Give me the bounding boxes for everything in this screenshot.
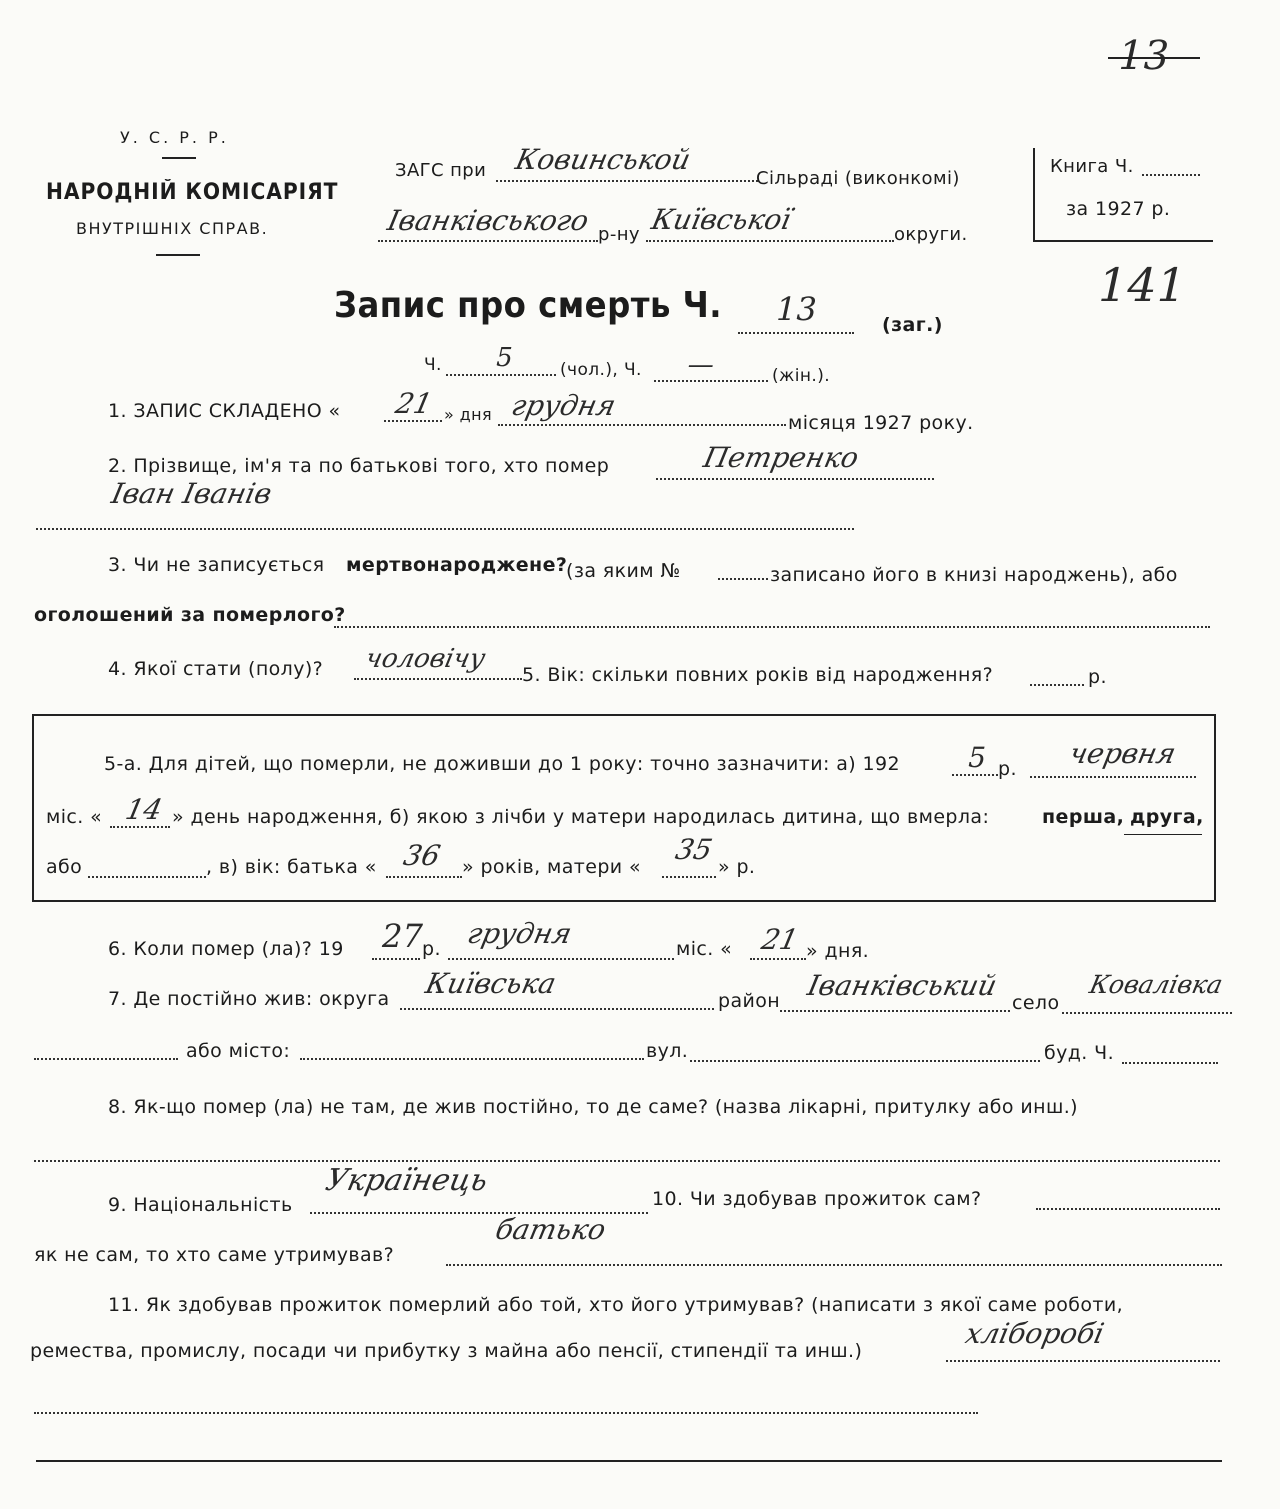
q5a-first: перша, bbox=[1042, 806, 1125, 828]
q5a-mother-line bbox=[662, 876, 716, 878]
male-label: (чол.), Ч. bbox=[560, 360, 642, 380]
q7-label: 7. Де постійно жив: округа bbox=[108, 988, 390, 1010]
q7-selo-value: Ковалівка bbox=[1086, 970, 1226, 999]
q10-supporter-value: батько bbox=[492, 1213, 609, 1246]
q6-day-value: 21 bbox=[758, 923, 802, 956]
male-count-line bbox=[446, 374, 556, 376]
q1-day-value: 21 bbox=[392, 387, 436, 420]
okruha-line bbox=[646, 240, 894, 242]
q7-raion-value: Іванківський bbox=[804, 969, 1000, 1002]
q7-selo-label: село bbox=[1012, 992, 1060, 1014]
department-rule bbox=[156, 254, 200, 256]
book-label: Книга Ч. bbox=[1050, 156, 1134, 177]
q11-label-line1: 11. Як здобував прожиток померлий або той, хто його утримував? (написати з якої саме роботи, bbox=[108, 1294, 1124, 1316]
q4-label: 4. Якої стати (полу)? bbox=[108, 658, 324, 680]
q5a-day-value: 14 bbox=[122, 793, 166, 826]
record-number-value: 13 bbox=[771, 290, 821, 328]
q5a-father-label: , в) вік: батька « bbox=[206, 856, 377, 878]
okruha-value: Київської bbox=[648, 203, 795, 236]
q5a-abo-line bbox=[88, 876, 206, 878]
q1-month-value: грудня bbox=[508, 389, 619, 422]
q8-label: 8. Як-що помер (ла) не там, де жив постійно, то де саме? (назва лікарні, притулку або инш.) bbox=[108, 1096, 1078, 1118]
q7-raion-line bbox=[780, 1010, 1010, 1012]
book-box-left-border bbox=[1033, 148, 1035, 240]
q3-stillborn: мертвонароджене? bbox=[346, 554, 568, 576]
q5a-mother-value: 35 bbox=[672, 833, 716, 866]
q11-line bbox=[946, 1360, 1220, 1362]
q5a-birth-order: » день народження, б) якою з лічби у матери народилась дитина, що вмерла: bbox=[172, 806, 990, 828]
q5a-day-line bbox=[110, 826, 170, 828]
page-number: 13 bbox=[1113, 33, 1174, 79]
q6-mis: міс. « bbox=[676, 938, 733, 960]
raion-value: Іванківського bbox=[384, 204, 592, 237]
q5a-r: р. bbox=[998, 758, 1017, 780]
q1-label: 1. ЗАПИС СКЛАДЕНО « bbox=[108, 400, 341, 422]
book-box-bottom-border bbox=[1033, 240, 1213, 242]
q2-label: 2. Прізвище, ім'я та по батькові того, хто помер bbox=[108, 455, 610, 477]
zags-suffix: Сільраді (виконкомі) bbox=[756, 168, 960, 189]
q6-year-value: 27 bbox=[377, 917, 427, 955]
q7-city-label: або місто: bbox=[186, 1040, 291, 1062]
q8-line bbox=[34, 1160, 1220, 1162]
q11-label-line2: ремества, промислу, посади чи прибутку з майна або пенсії, стипендії та инш.) bbox=[30, 1340, 863, 1362]
q5-label: 5. Вік: скільки повних років від народження? bbox=[522, 664, 994, 686]
zags-village-line bbox=[496, 180, 758, 182]
q10-line bbox=[1036, 1208, 1220, 1210]
q5a-father-line bbox=[386, 876, 462, 878]
q5a-year-line bbox=[952, 774, 998, 776]
q10-label: 10. Чи здобував прожиток сам? bbox=[652, 1188, 982, 1210]
q3-number-label: (за яким № bbox=[566, 560, 681, 582]
q6-month-value: грудня bbox=[464, 917, 575, 950]
q6-year-line bbox=[372, 958, 420, 960]
record-number-line bbox=[738, 332, 854, 334]
q7-raion-label: район bbox=[718, 990, 781, 1012]
q5-end: р. bbox=[1088, 666, 1107, 688]
q2-surname-value: Петренко bbox=[700, 441, 862, 474]
q3-prefix: 3. Чи не записується bbox=[108, 554, 325, 576]
q5a-year-value: 5 bbox=[964, 741, 990, 774]
q6-end: » дня. bbox=[806, 940, 870, 962]
q7-building-label: буд. Ч. bbox=[1044, 1042, 1115, 1064]
q5a-mother-label: » років, матери « bbox=[462, 856, 641, 878]
department-title: ВНУТРІШНІХ СПРАВ. bbox=[76, 219, 269, 238]
q7-building-line bbox=[1122, 1062, 1218, 1064]
female-count-line bbox=[654, 380, 768, 382]
q10-supporter-label: як не сам, то хто саме утримував? bbox=[34, 1244, 395, 1266]
male-count-value: 5 bbox=[492, 343, 516, 373]
zags-village-value: Ковинськой bbox=[512, 143, 694, 176]
q3-suffix: записано його в книзі народжень), або bbox=[770, 564, 1178, 586]
q5a-month-value: червня bbox=[1066, 737, 1179, 770]
okruha-label: округи. bbox=[894, 224, 968, 245]
form-title: Запис про смерть Ч. bbox=[334, 285, 723, 326]
q2-name-line bbox=[36, 528, 854, 530]
ussr-label: У. С. Р. Р. bbox=[120, 128, 229, 147]
raion-label: р-ну bbox=[598, 224, 640, 245]
bottom-rule bbox=[36, 1460, 1222, 1462]
q2-surname-line bbox=[656, 478, 934, 480]
q6-r: р. bbox=[422, 938, 441, 960]
male-prefix: Ч. bbox=[424, 355, 442, 375]
q7-city-line bbox=[300, 1058, 644, 1060]
q3-declared-dead: оголошений за померлого? bbox=[34, 604, 346, 626]
q5a-abo: або bbox=[46, 856, 83, 878]
q10-supporter-line bbox=[446, 1264, 1222, 1266]
record-number-suffix: (заг.) bbox=[882, 314, 943, 336]
q5a-month-line bbox=[1030, 776, 1196, 778]
q7-okruha-value: Київська bbox=[422, 967, 559, 1000]
ussr-rule bbox=[162, 157, 196, 159]
q3-declared-line bbox=[334, 626, 1210, 628]
q7-okruha-line bbox=[400, 1008, 714, 1010]
q7-selo-line bbox=[1062, 1012, 1232, 1014]
q5a-mis-label: міс. « bbox=[46, 806, 103, 828]
q3-number-line bbox=[718, 578, 768, 580]
q7-street-line bbox=[690, 1060, 1040, 1062]
zags-prefix: ЗАГС при bbox=[395, 160, 487, 181]
q7-extra-line bbox=[34, 1058, 178, 1060]
q1-end: місяця 1927 року. bbox=[788, 412, 974, 434]
q11-extra-line bbox=[34, 1412, 978, 1414]
q5a-second-underline bbox=[1124, 834, 1202, 835]
q9-label: 9. Національність bbox=[108, 1194, 293, 1216]
q4-line bbox=[354, 678, 522, 680]
q1-day-line bbox=[384, 420, 442, 422]
raion-line bbox=[378, 240, 598, 242]
archive-number: 141 bbox=[1092, 258, 1192, 312]
book-year: за 1927 р. bbox=[1066, 198, 1171, 220]
female-label: (жін.). bbox=[772, 366, 831, 386]
q9-value: Українець bbox=[322, 1163, 491, 1198]
q11-value: хліборобі bbox=[962, 1317, 1107, 1350]
page-number-strike bbox=[1108, 57, 1200, 59]
q7-street-label: вул. bbox=[646, 1040, 689, 1062]
q5a-father-value: 36 bbox=[400, 839, 444, 872]
q4-value: чоловічу bbox=[362, 644, 488, 674]
q6-day-line bbox=[750, 958, 806, 960]
q6-label: 6. Коли помер (ла)? 19 bbox=[108, 938, 344, 960]
q6-month-line bbox=[448, 958, 674, 960]
book-number-line bbox=[1142, 174, 1200, 176]
q5-line bbox=[1030, 684, 1084, 686]
female-count-value: — bbox=[684, 350, 718, 380]
q2-name-value: Іван Іванів bbox=[108, 477, 275, 510]
commissariat-title: НАРОДНІЙ КОМІСАРІЯТ bbox=[46, 180, 339, 205]
q1-month-line bbox=[498, 424, 786, 426]
q5a-end: » р. bbox=[718, 856, 756, 878]
q1-mid: » дня bbox=[444, 405, 493, 424]
q5a-intro: 5-а. Для дітей, що померли, не доживши до 1 року: точно зазначити: а) 192 bbox=[104, 753, 901, 775]
q5a-second: друга, bbox=[1130, 806, 1204, 828]
